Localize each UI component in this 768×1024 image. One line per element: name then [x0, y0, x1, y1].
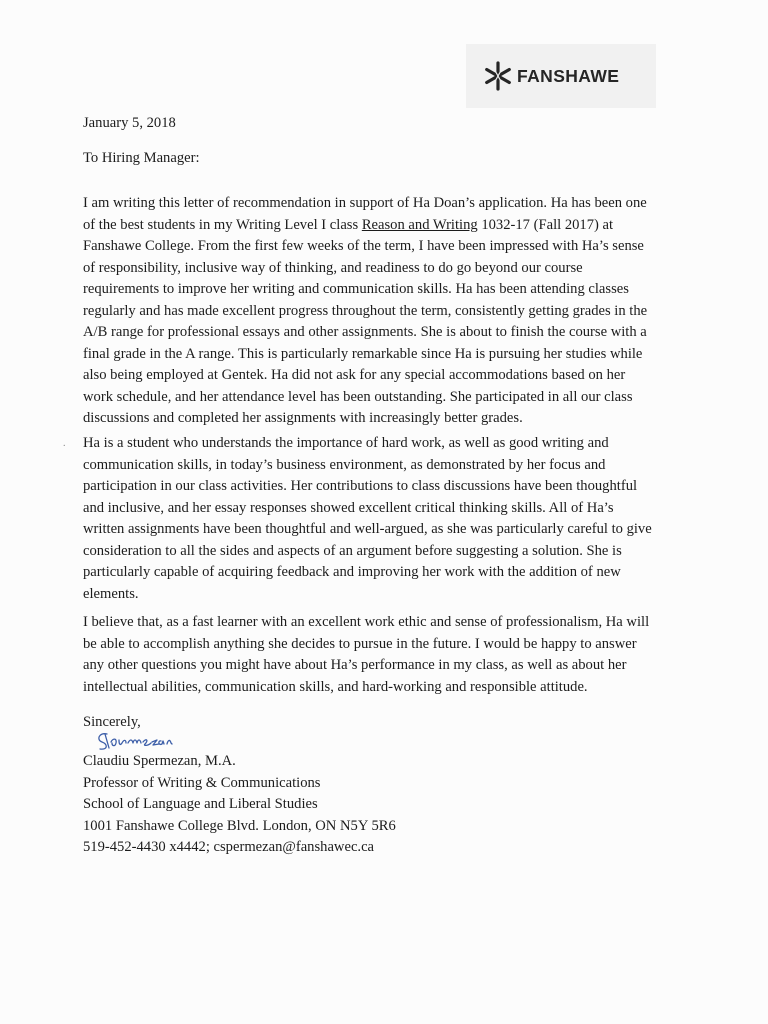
paragraph-line: [83, 215, 647, 237]
signer-address: 1001 Fanshawe College Blvd. London, ON N5Y 5R6: [83, 817, 396, 834]
fanshawe-star-logo-icon: [482, 60, 514, 92]
paragraph-2: [83, 433, 652, 605]
text-segment: of the best students in my Writing Level I class: [83, 216, 362, 233]
paragraph-line: participation in our class activities. Her contributions to class discussions have been thoughtful: [83, 478, 638, 494]
paragraph-line: work schedule, and her attendance level has been outstanding. She participated in all our class: [83, 388, 633, 405]
paragraph-line: elements.: [83, 585, 139, 602]
paragraph-line: also being employed at Gentek. Ha did not ask for any special accommodations based on her: [83, 367, 626, 383]
paragraph-line: final grade in the A range. This is particularly remarkable since Ha is pursuing her studies while: [83, 345, 643, 362]
fanshawe-logo: [482, 60, 619, 92]
paragraph-line: I believe that, as a fast learner with an excellent work ethic and sense of professionalism, Ha will: [83, 614, 650, 630]
paragraph-line: communication skills, in today’s business environment, as demonstrated by her focus and: [83, 456, 606, 473]
paragraph-line: Ha is a student who understands the importance of hard work, as well as good writing and: [83, 435, 609, 451]
paragraph-line: consideration to all the sides and aspects of an argument before suggesting a solution. She is: [83, 542, 622, 559]
paragraph-3: [83, 612, 649, 698]
paragraph-line: intellectual abilities, communication skills, and hard-working and responsible attitude.: [83, 678, 588, 695]
paragraph-line: A/B range for professional essays and other assignments. She is about to finish the course with a: [83, 324, 647, 340]
text-segment: 1032-17 (Fall 2017) at: [477, 216, 614, 233]
paragraph-line: discussions and completed her assignments with increasingly better grades.: [83, 410, 523, 426]
course-name: Reason and Writing: [361, 216, 478, 233]
signer-school: School of Language and Liberal Studies: [83, 796, 318, 812]
paragraph-line: be able to accomplish anything she decides to pursue in the future. I would be happy to answer: [83, 635, 637, 652]
closing: Sincerely,: [83, 714, 141, 730]
paragraph-line: Fanshawe College. From the first few weeks of the term, I have been impressed with Ha’s sense: [83, 238, 644, 254]
paragraph-line: and inclusive, and her essay responses showed excellent critical thinking skills. All of Ha’s: [83, 499, 614, 516]
signature-block: [83, 751, 396, 859]
paragraph-line: regularly and has made excellent progress throughout the term, consistently getting grades in the: [83, 302, 648, 319]
paragraph-line: requirements to improve her writing and communication skills. Ha has been attending classes: [83, 281, 629, 297]
paragraph-line: any other questions you might have about Ha’s performance in my class, as well as about her: [83, 657, 627, 673]
signer-title: Professor of Writing & Communications: [83, 774, 321, 791]
logo-wordmark: FANSHAWE: [517, 65, 620, 86]
signer-contact: 519-452-4430 x4442; cspermezan@fanshawec.ca: [83, 839, 375, 855]
paragraph-1: [83, 193, 647, 430]
paragraph-line: of responsibility, inclusive way of thinking, and readiness to do go beyond our course: [83, 259, 583, 276]
signer-name: Claudiu Spermezan, M.A.: [83, 753, 236, 769]
salutation: To Hiring Manager:: [83, 150, 200, 166]
margin-dot: .: [63, 438, 66, 449]
paragraph-line: written assignments have been thoughtful and well-argued, as she was particularly careful to give: [83, 521, 652, 537]
letter-date: January 5, 2018: [83, 115, 176, 131]
paragraph-line: I am writing this letter of recommendation in support of Ha Doan’s application. Ha has been one: [83, 195, 647, 211]
paragraph-line: particularly capable of acquiring feedback and improving her work with the addition of new: [83, 564, 621, 580]
